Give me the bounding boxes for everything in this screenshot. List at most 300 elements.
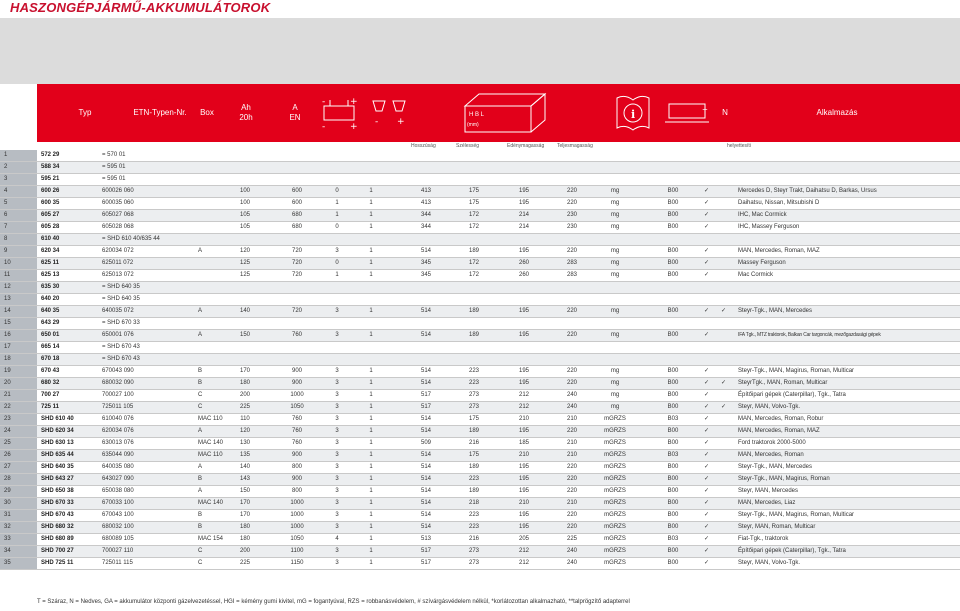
cell-pol xyxy=(330,282,344,293)
header-ah-unit: 20h xyxy=(239,113,253,122)
cell-tot xyxy=(560,318,584,329)
cell-term xyxy=(364,294,378,305)
cell-num: 25 xyxy=(0,438,37,449)
cell-hold xyxy=(595,234,635,245)
cell-hgt xyxy=(512,150,536,161)
subheader-height: Edénymagasság xyxy=(507,143,545,149)
cell-cap xyxy=(658,282,688,293)
cell-pol: 3 xyxy=(335,440,339,446)
cell-typ: 572 29 xyxy=(41,152,60,158)
cell-typ: 650 01 xyxy=(41,332,60,338)
cell-box xyxy=(198,198,218,209)
cell-etn: 670043 100 xyxy=(102,512,134,518)
cell-hold: mg xyxy=(610,200,620,206)
cell-hgt: 195 xyxy=(518,188,529,194)
cell-etn: = 595 01 xyxy=(102,176,126,182)
cell-app xyxy=(738,174,958,185)
cell-en: 680 xyxy=(291,224,302,230)
cell-typ: SHD 643 27 xyxy=(41,476,74,482)
cell-etn: 680032 090 xyxy=(102,380,134,386)
cell-ck1: ✓ xyxy=(704,188,710,194)
cell-hold: mGRZS xyxy=(604,524,626,530)
cell-cap: B00 xyxy=(667,332,679,338)
cell-cap: B00 xyxy=(667,500,679,506)
cell-box: C xyxy=(198,548,203,554)
cell-app: Steyr-Tgk., MAN, Magirus, Roman xyxy=(738,476,830,482)
cell-num: 10 xyxy=(0,258,37,269)
cell-wid: 189 xyxy=(468,248,479,254)
cell-term: 1 xyxy=(369,248,373,254)
cell-box xyxy=(198,222,218,233)
svg-text:+: + xyxy=(350,122,358,132)
cell-tot: 240 xyxy=(566,404,577,410)
cell-box: A xyxy=(198,332,203,338)
cell-term: 1 xyxy=(369,188,373,194)
cell-hold: mg xyxy=(610,404,620,410)
cell-ck2 xyxy=(721,150,731,161)
cell-term: 1 xyxy=(369,476,373,482)
cell-en: 760 xyxy=(291,416,302,422)
table-row xyxy=(0,198,960,210)
cell-en: 800 xyxy=(291,488,302,494)
cell-hgt xyxy=(512,342,536,353)
cell-ck2 xyxy=(721,282,731,293)
cell-box: A xyxy=(198,308,203,314)
cell-wid: 218 xyxy=(468,500,479,506)
cell-en xyxy=(282,162,312,173)
cell-ck2 xyxy=(721,330,731,341)
cell-pol xyxy=(330,234,344,245)
cell-ck2 xyxy=(721,450,731,461)
cell-ck2 xyxy=(721,486,731,497)
cell-tot: 210 xyxy=(566,500,577,506)
cell-cap: B00 xyxy=(667,440,679,446)
cell-hold xyxy=(595,150,635,161)
cell-typ: 588 34 xyxy=(41,164,60,170)
cell-cap: B00 xyxy=(667,248,679,254)
cell-box: B xyxy=(198,512,203,518)
cell-pol xyxy=(330,150,344,161)
cell-box xyxy=(198,294,218,305)
cell-etn: 605028 068 xyxy=(102,224,134,230)
cell-pol xyxy=(330,354,344,365)
cell-hold: mg xyxy=(610,368,620,374)
cell-box xyxy=(198,354,218,365)
cell-hgt xyxy=(512,174,536,185)
cell-ck1 xyxy=(704,354,714,365)
cell-pol: 3 xyxy=(335,404,339,410)
cell-tot: 220 xyxy=(566,368,577,374)
cell-ck1: ✓ xyxy=(704,368,710,374)
cell-num: 26 xyxy=(0,450,37,461)
cell-wid: 172 xyxy=(468,224,479,230)
cell-typ: SHD 680 32 xyxy=(41,524,74,530)
cell-hold: mg xyxy=(610,308,620,314)
top-band xyxy=(0,18,960,84)
cell-num: 22 xyxy=(0,402,37,413)
cell-wid: 189 xyxy=(468,488,479,494)
cell-app: MAN, Mercedes, Liaz xyxy=(738,500,796,506)
cell-en: 900 xyxy=(291,452,302,458)
cell-ah: 100 xyxy=(239,200,250,206)
cell-len xyxy=(414,282,438,293)
table-row xyxy=(0,246,960,258)
cell-term xyxy=(364,234,378,245)
cell-cap xyxy=(658,150,688,161)
cell-typ: SHD 670 43 xyxy=(41,512,74,518)
cell-num: 33 xyxy=(0,534,37,545)
cell-ah: 225 xyxy=(239,560,250,566)
cell-wid xyxy=(462,318,486,329)
subheader-total: Teljesmagasság xyxy=(557,143,593,149)
cell-etn: 640035 072 xyxy=(102,308,134,314)
cell-en: 1000 xyxy=(290,392,304,398)
cell-hold: mg xyxy=(610,212,620,218)
cell-ck2 xyxy=(721,222,731,233)
table-subheader xyxy=(37,142,960,150)
cell-cap: B00 xyxy=(667,308,679,314)
cell-hgt: 214 xyxy=(518,224,529,230)
cell-hgt: 260 xyxy=(518,260,529,266)
cell-box xyxy=(198,342,218,353)
cell-num: 1 xyxy=(0,150,37,161)
cell-ck1: ✓ xyxy=(704,500,710,506)
cell-etn: 680089 105 xyxy=(102,536,134,542)
cell-num: 31 xyxy=(0,510,37,521)
cell-app xyxy=(738,282,958,293)
cell-cap: B00 xyxy=(667,200,679,206)
cell-typ: SHD 725 11 xyxy=(41,560,74,566)
cell-etn: = SHD 670 43 xyxy=(102,344,140,350)
cell-ck2 xyxy=(721,198,731,209)
cell-len xyxy=(414,318,438,329)
cell-hgt xyxy=(512,234,536,245)
cell-app: IHC, Mac Cormick xyxy=(738,212,787,218)
cell-num: 27 xyxy=(0,462,37,473)
cell-ah: 150 xyxy=(239,332,250,338)
header-t: T xyxy=(702,108,708,117)
cell-hold xyxy=(595,354,635,365)
table-row xyxy=(0,402,960,414)
cell-hgt: 210 xyxy=(518,452,529,458)
table-row xyxy=(0,234,960,246)
table-row xyxy=(0,294,960,306)
cell-ah xyxy=(232,342,258,353)
cell-tot xyxy=(560,234,584,245)
cell-wid: 189 xyxy=(468,332,479,338)
table-section-a xyxy=(0,150,960,414)
cell-pol: 3 xyxy=(335,380,339,386)
svg-text:-: - xyxy=(322,97,326,107)
cell-ck2 xyxy=(721,558,731,569)
cell-ah: 105 xyxy=(239,212,250,218)
cell-tot: 220 xyxy=(566,428,577,434)
cell-cap: B00 xyxy=(667,548,679,554)
cell-hold: mGRZS xyxy=(604,476,626,482)
cell-len xyxy=(414,174,438,185)
cell-len: 514 xyxy=(420,524,431,530)
cell-hgt: 210 xyxy=(518,500,529,506)
cell-ck1: ✓ xyxy=(704,548,710,554)
cell-wid: 273 xyxy=(468,392,479,398)
cell-etn: 635044 090 xyxy=(102,452,134,458)
cell-en xyxy=(282,234,312,245)
cell-hold: mg xyxy=(610,260,620,266)
cell-cap: B00 xyxy=(667,368,679,374)
cell-box xyxy=(198,270,218,281)
cell-typ: SHD 630 13 xyxy=(41,440,74,446)
cell-pol: 4 xyxy=(335,536,339,542)
cell-pol: 1 xyxy=(335,200,339,206)
cell-ck2 xyxy=(721,210,731,221)
cell-wid xyxy=(462,342,486,353)
cell-hold: mg xyxy=(610,188,620,194)
cell-hgt xyxy=(512,354,536,365)
cell-len: 514 xyxy=(420,464,431,470)
cell-hold: mg xyxy=(610,380,620,386)
cell-typ: 625 11 xyxy=(41,260,60,266)
cell-term: 1 xyxy=(369,368,373,374)
cell-ck2 xyxy=(721,498,731,509)
cell-hold: mGRZS xyxy=(604,536,626,542)
cell-typ: 643 29 xyxy=(41,320,60,326)
cell-etn: 643027 090 xyxy=(102,476,134,482)
cell-term: 1 xyxy=(369,536,373,542)
cell-box xyxy=(198,258,218,269)
cell-pol xyxy=(330,162,344,173)
cell-app: MAN, Mercedes, Roman, Robur xyxy=(738,416,824,422)
cell-ah: 120 xyxy=(239,428,250,434)
cell-hold: mg xyxy=(610,224,620,230)
table-row xyxy=(0,474,960,486)
cell-ah: 100 xyxy=(239,188,250,194)
cell-len: 517 xyxy=(420,560,431,566)
cell-etn: = SHD 670 33 xyxy=(102,320,140,326)
cell-pol: 3 xyxy=(335,452,339,458)
cell-box: A xyxy=(198,464,203,470)
cell-wid: 175 xyxy=(468,200,479,206)
cell-ck2 xyxy=(721,414,731,425)
cell-etn: 725011 105 xyxy=(102,404,134,410)
cell-typ: 640 35 xyxy=(41,308,60,314)
cell-box: B xyxy=(198,368,203,374)
cell-app: Steyr-Tgk., MAN, Magirus, Roman, Multicar xyxy=(738,512,855,518)
cell-hgt: 214 xyxy=(518,212,529,218)
cell-wid: 175 xyxy=(468,188,479,194)
cell-etn: 650038 080 xyxy=(102,488,134,494)
cell-en: 720 xyxy=(291,308,302,314)
cell-term: 1 xyxy=(369,500,373,506)
cell-hgt: 195 xyxy=(518,428,529,434)
cell-tot: 220 xyxy=(566,488,577,494)
cell-ck2 xyxy=(721,426,731,437)
cell-en: 720 xyxy=(291,260,302,266)
cell-en: 1000 xyxy=(290,500,304,506)
cell-etn: = 570 01 xyxy=(102,152,126,158)
cell-hold: mg xyxy=(610,392,620,398)
cell-term: 1 xyxy=(369,524,373,530)
cell-tot xyxy=(560,282,584,293)
cell-tot xyxy=(560,342,584,353)
cell-ck2 xyxy=(721,174,731,185)
cell-ck1 xyxy=(704,162,714,173)
cell-hold: mg xyxy=(610,248,620,254)
info-icon xyxy=(613,92,653,134)
cell-len xyxy=(414,294,438,305)
header-ah xyxy=(233,84,259,142)
cell-hgt xyxy=(512,294,536,305)
cell-ck1 xyxy=(704,150,714,161)
cell-pol: 3 xyxy=(335,248,339,254)
cell-etn: 640035 080 xyxy=(102,464,134,470)
cell-wid: 223 xyxy=(468,512,479,518)
cell-app xyxy=(738,294,958,305)
cell-num: 23 xyxy=(0,414,37,425)
cell-hold: mGRZS xyxy=(604,488,626,494)
cell-len: 514 xyxy=(420,308,431,314)
cell-ck1: ✓ xyxy=(704,332,710,338)
cell-cap xyxy=(658,318,688,329)
cell-tot: 283 xyxy=(566,260,577,266)
cell-app: Mercedes D, Steyr Trakt, Daihatsu D, Barkas, Ursus xyxy=(738,188,877,194)
cell-typ: 640 20 xyxy=(41,296,60,302)
cell-etn: = SHD 670 43 xyxy=(102,356,140,362)
cell-box: C xyxy=(198,404,203,410)
cell-wid: 175 xyxy=(468,416,479,422)
cell-cap: B00 xyxy=(667,512,679,518)
cell-box: B xyxy=(198,524,203,530)
cell-en xyxy=(282,294,312,305)
cell-typ: 700 27 xyxy=(41,392,60,398)
cell-cap: B00 xyxy=(667,404,679,410)
cell-en: 760 xyxy=(291,332,302,338)
cell-ck1: ✓ xyxy=(704,404,710,410)
cell-wid: 172 xyxy=(468,272,479,278)
cell-ah xyxy=(232,318,258,329)
cell-etn: 725011 115 xyxy=(102,560,133,566)
table-row xyxy=(0,390,960,402)
cell-cap: B00 xyxy=(667,260,679,266)
cell-box xyxy=(198,318,218,329)
cell-term: 1 xyxy=(369,200,373,206)
cell-wid: 172 xyxy=(468,260,479,266)
cell-en: 600 xyxy=(291,200,302,206)
cell-len: 344 xyxy=(420,224,431,230)
cell-cap xyxy=(658,294,688,305)
cell-cap: B03 xyxy=(667,536,679,542)
cell-ah xyxy=(232,354,258,365)
cell-len: 513 xyxy=(420,536,431,542)
header-typ: Typ xyxy=(78,108,92,117)
cell-len: 345 xyxy=(420,260,431,266)
cell-hold: mGRZS xyxy=(604,500,626,506)
cell-en xyxy=(282,282,312,293)
cell-ah: 135 xyxy=(239,452,250,458)
cell-box xyxy=(198,162,218,173)
cell-term: 1 xyxy=(369,416,373,422)
svg-text:+: + xyxy=(397,117,405,127)
cell-len: 413 xyxy=(420,188,431,194)
cell-tot: 220 xyxy=(566,476,577,482)
cell-wid xyxy=(462,294,486,305)
table-row xyxy=(0,366,960,378)
cell-en: 1050 xyxy=(290,404,304,410)
cell-app: Steyr, MAN, Roman, Multicar xyxy=(738,524,816,530)
cell-app: SteyrTgk., MAN, Roman, Multicar xyxy=(738,380,828,386)
cell-len xyxy=(414,150,438,161)
cell-tot xyxy=(560,150,584,161)
cell-term: 1 xyxy=(369,224,373,230)
cell-typ: 605 28 xyxy=(41,224,60,230)
cell-app: Daihatsu, Nissan, Mitsubishi D xyxy=(738,200,820,206)
header-en-label: EN xyxy=(289,113,301,122)
cell-ck2 xyxy=(721,318,731,329)
cell-cap: B03 xyxy=(667,416,679,422)
cell-hold xyxy=(595,282,635,293)
cell-ah xyxy=(232,294,258,305)
cell-cap: B00 xyxy=(667,524,679,530)
cell-etn: 600026 060 xyxy=(102,188,134,194)
cell-etn: = SHD 640 35 xyxy=(102,284,140,290)
cell-ck2: ✓ xyxy=(721,404,727,410)
cell-hgt xyxy=(512,318,536,329)
table-row xyxy=(0,462,960,474)
cell-en: 1100 xyxy=(290,548,304,554)
cell-pol: 0 xyxy=(335,224,339,230)
cell-ck1 xyxy=(704,342,714,353)
cell-pol: 3 xyxy=(335,488,339,494)
cell-app xyxy=(738,318,958,329)
cell-app: Steyr, MAN, Volvo-Tgk. xyxy=(738,560,801,566)
cell-etn: = SHD 640 35 xyxy=(102,296,140,302)
cell-cap: B00 xyxy=(667,428,679,434)
cell-wid: 172 xyxy=(468,212,479,218)
cell-num: 21 xyxy=(0,390,37,401)
cell-ah: 110 xyxy=(240,416,250,422)
svg-text:+: + xyxy=(350,97,358,107)
cell-ck1: ✓ xyxy=(704,272,710,278)
cell-box: A xyxy=(198,488,203,494)
cell-hgt: 195 xyxy=(518,368,529,374)
cell-term: 1 xyxy=(369,212,373,218)
cell-term xyxy=(364,174,378,185)
table-row xyxy=(0,186,960,198)
cell-en xyxy=(282,354,312,365)
cell-len: 514 xyxy=(420,380,431,386)
cell-hgt: 195 xyxy=(518,380,529,386)
table-row xyxy=(0,270,960,282)
cell-ck1: ✓ xyxy=(704,452,710,458)
cell-app: Steyr-Tgk., MAN, Mercedes xyxy=(738,308,813,314)
cell-term: 1 xyxy=(369,548,373,554)
cell-etn: 680032 100 xyxy=(102,524,134,530)
cell-term: 1 xyxy=(369,392,373,398)
cell-en xyxy=(282,342,312,353)
cell-ah: 180 xyxy=(239,524,250,530)
cell-hold: mGRZS xyxy=(604,452,626,458)
cell-box: MAC 140 xyxy=(198,500,224,506)
cell-cap: B00 xyxy=(667,272,679,278)
table-row xyxy=(0,510,960,522)
cell-ck1: ✓ xyxy=(704,392,710,398)
cell-tot: 220 xyxy=(566,248,577,254)
header-ah-label: Ah xyxy=(241,103,251,112)
cell-box: MAC 140 xyxy=(198,440,224,446)
cell-len: 345 xyxy=(420,272,431,278)
cell-pol: 3 xyxy=(335,368,339,374)
cell-box xyxy=(198,210,218,221)
cell-hgt: 195 xyxy=(518,200,529,206)
